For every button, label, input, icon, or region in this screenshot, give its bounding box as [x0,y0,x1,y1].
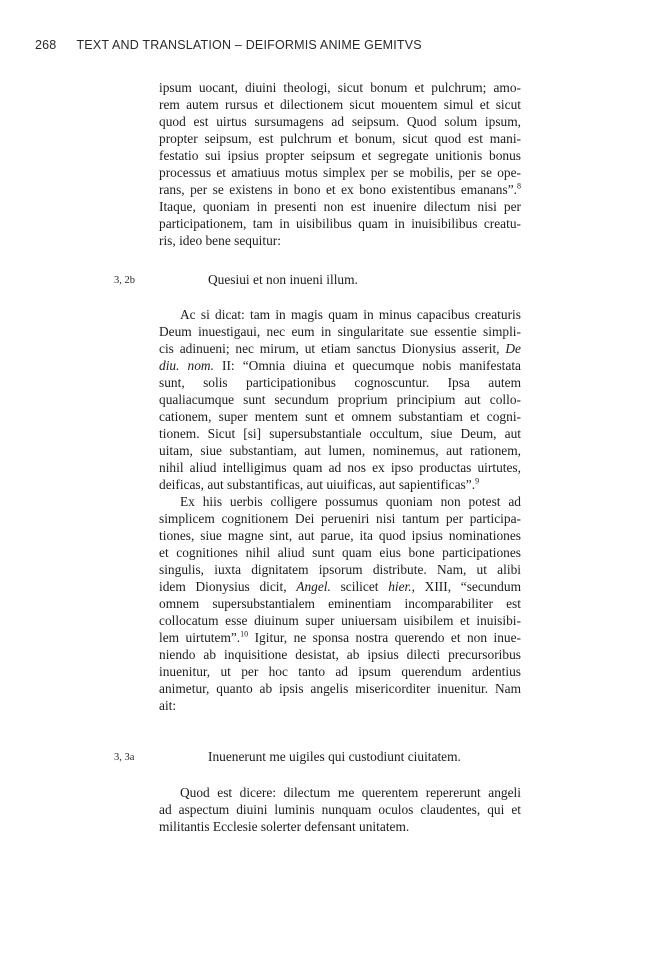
text-segment: Igitur, ne sponsa nostra querendo et non inue- [254,630,521,645]
text-segment: scilicet [340,579,379,594]
footnote-marker: 9 [475,476,480,486]
italic-text: Angel. [296,579,331,594]
text-line: tiones, siue magne sint, aut parue, ita quod ipsius nominationes [159,528,521,543]
text-line: ait: [159,698,177,713]
footnote-marker: 8 [517,181,521,191]
footnote-marker: 10 [240,629,249,639]
text-line: rem autem rursus et dilectionem sicut mouentem simul et sicut [159,97,521,112]
text-line: festatio sui ipsius propter seipsum et segregate unitionis bonus [159,148,521,163]
text-line: processus et amatiuus motus simplex per se mobilis, per se ope- [159,165,521,180]
text-line [159,357,521,374]
text-line: Ac si dicat: tam in magis quam in minus capacibus creaturis [180,307,521,322]
text-line: qualiacumque sunt secundum proprium principium aut collo- [159,392,521,407]
text-line: animetur, quanto ab ipsis angelis misericorditer inuenitur. Nam [159,681,521,696]
text-line: ris, ideo bene sequitur: [159,233,281,248]
text-line: inuenitur, ut per hoc tanto ad ipsum querendum ardentius [159,664,521,679]
text-segment: rans, per se existens in bono et ex bono existentibus emanans”. [159,182,517,197]
text-line: Ex hiis uerbis colligere possumus quoniam non potest ad [180,494,521,509]
text-line: participationem, tam in uisibilibus quam in inuisibilibus creatu- [159,216,521,231]
text-segment: II: “Omnia diuina et quecumque nobis manifestata [222,358,521,373]
text-segment: idem Dionysius dicit, [159,579,287,594]
text-line: tionem. Sicut [si] supersubstantiale occultum, siue Deum, aut [159,426,521,441]
text-line: ad aspectum diuini luminis nunquam oculos claudentes, qui et [159,802,521,817]
text-segment: cis adinueni; nec mirum, ut etiam sanctus Dionysius asserit, [159,341,500,356]
text-line: uitam, siue substantiam, aut lumen, nominemus, aut rationem, [159,443,521,458]
text-line: Deum inuestigaui, nec eum in singularitate sue essentie simpli- [159,324,521,339]
lemma-line: Inuenerunt me uigiles qui custodiunt ciuitatem. [208,749,461,764]
text-line [159,476,521,493]
text-line [159,340,521,357]
running-head [35,38,615,56]
text-line: cationem, super mentem sunt et omnem substantiam et cogni- [159,409,521,424]
text-line: militantis Ecclesie solerter defensant unitatem. [159,819,410,834]
text-line [159,578,521,595]
lemma-line: Quesiui et non inueni illum. [208,272,358,287]
italic-text: De [505,341,521,356]
text-line: niendo ab inquisitione desistat, ab ipsius dilecti precursoribus [159,647,521,662]
text-line: Quod est dicere: dilectum me querentem repererunt angeli [180,785,521,800]
text-line: sunt, solis participationibus cognoscuntur. Ipsa autem [159,375,521,390]
italic-text: hier. [388,579,412,594]
margin-reference: 3, 2b [114,275,135,286]
text-line [159,181,521,198]
text-line: singulis, iuxta dignitatem ipsorum distribute. Nam, ut alibi [159,562,521,577]
text-line: et cognitiones nihil aliud sunt quam eius bone participationes [159,545,521,560]
text-segment: lem uirtutem”. [159,630,241,645]
text-line: nihil aliud intelligimus quam ad nos ex ipso productas uirtutes, [159,460,521,475]
running-title: TEXT AND TRANSLATION – DEIFORMIS ANIME GEMITVS [76,38,422,52]
text-line: simplicem cognitionem Dei perueniri nisi tantum per participa- [159,511,521,526]
margin-reference: 3, 3a [114,752,135,763]
italic-text: diu. nom. [159,358,214,373]
text-line: quod est uirtus sursumagens ad seipsum. Quod solum ipsum, [159,114,521,129]
text-line: Itaque, quoniam in presenti non est inuenire dilectum nisi per [159,199,521,214]
text-line: omnem supersubstantialem eminentiam incomparabiliter est [159,596,521,611]
page-number: 268 [35,38,57,52]
text-line: propter seipsum, est pulchrum et bonum, sicut quod est mani- [159,131,521,146]
text-segment: , XIII, “secundum [411,579,521,594]
text-line: collocatum esse diuinum super uniuersam uisibilem et inuisibi- [159,613,521,628]
text-segment: deificas, aut substantificas, aut uiuificas, aut sapientificas”. [159,477,476,492]
text-line: ipsum uocant, diuini theologi, sicut bonum et pulchrum; amo- [159,80,521,95]
text-line [159,629,521,646]
